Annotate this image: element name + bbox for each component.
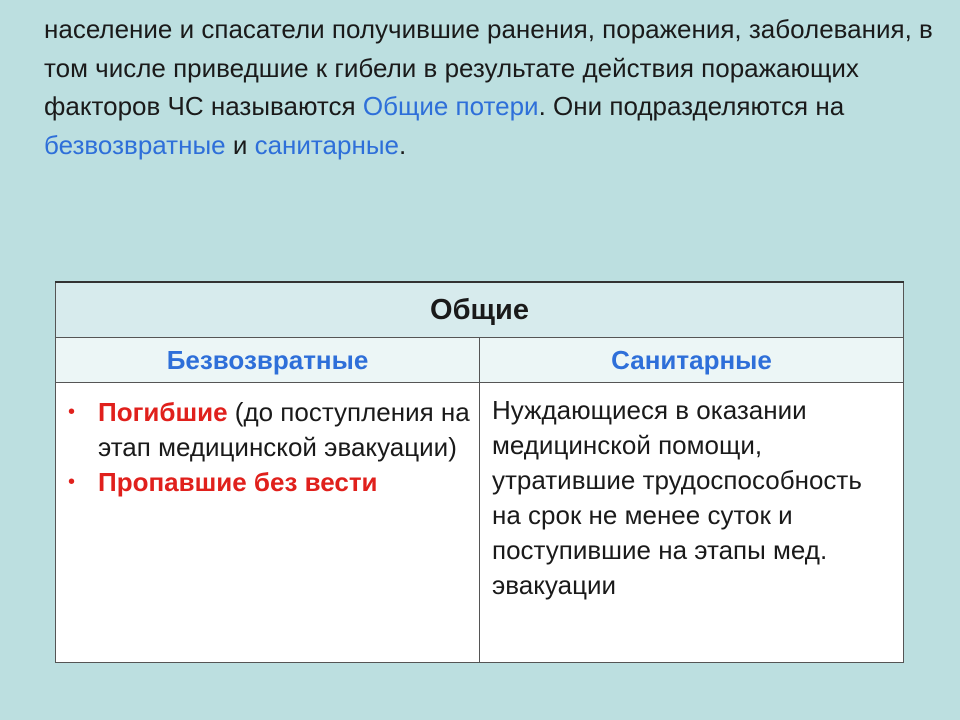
bullet-icon: • xyxy=(68,471,76,493)
sanitary-description: Нуждающиеся в оказании медицинской помощи, утратившие трудоспособность на срок не менее суток и поступившие на этапы мед. эвакуации xyxy=(492,395,862,600)
intro-text-end: . xyxy=(398,129,407,160)
intro-paragraph xyxy=(44,10,944,164)
list-item-text xyxy=(98,395,471,465)
list-item xyxy=(66,395,471,465)
column-header-irrecoverable: Безвозвратные xyxy=(56,338,480,383)
bullet-icon: • xyxy=(68,401,76,423)
irrecoverable-cell xyxy=(56,383,480,663)
list-item-text xyxy=(98,465,378,500)
term-sanitary: санитарные xyxy=(254,129,399,160)
intro-text-before: население и спасатели получившие ранения, поражения, заболевания, в том числе приведшие к гибели в результате действия поражающих факторов ЧС называются xyxy=(44,14,933,121)
item-bold-label: Погибшие xyxy=(98,397,228,427)
term-general: Общие потери xyxy=(362,91,539,121)
term-irrecoverable: безвозвратные xyxy=(44,129,226,160)
item-bold-label: Пропавшие без вести xyxy=(98,467,378,497)
intro-text-and: и xyxy=(225,129,255,160)
table-header-general: Общие xyxy=(56,282,904,338)
losses-table xyxy=(55,281,904,663)
item-normal-text: (до поступления на этап медицинской эвакуации) xyxy=(98,397,470,462)
intro-text-middle: . Они подразделяются на xyxy=(538,91,845,121)
column-header-sanitary: Санитарные xyxy=(480,338,904,383)
list-item xyxy=(66,465,471,500)
sanitary-cell xyxy=(480,383,904,663)
